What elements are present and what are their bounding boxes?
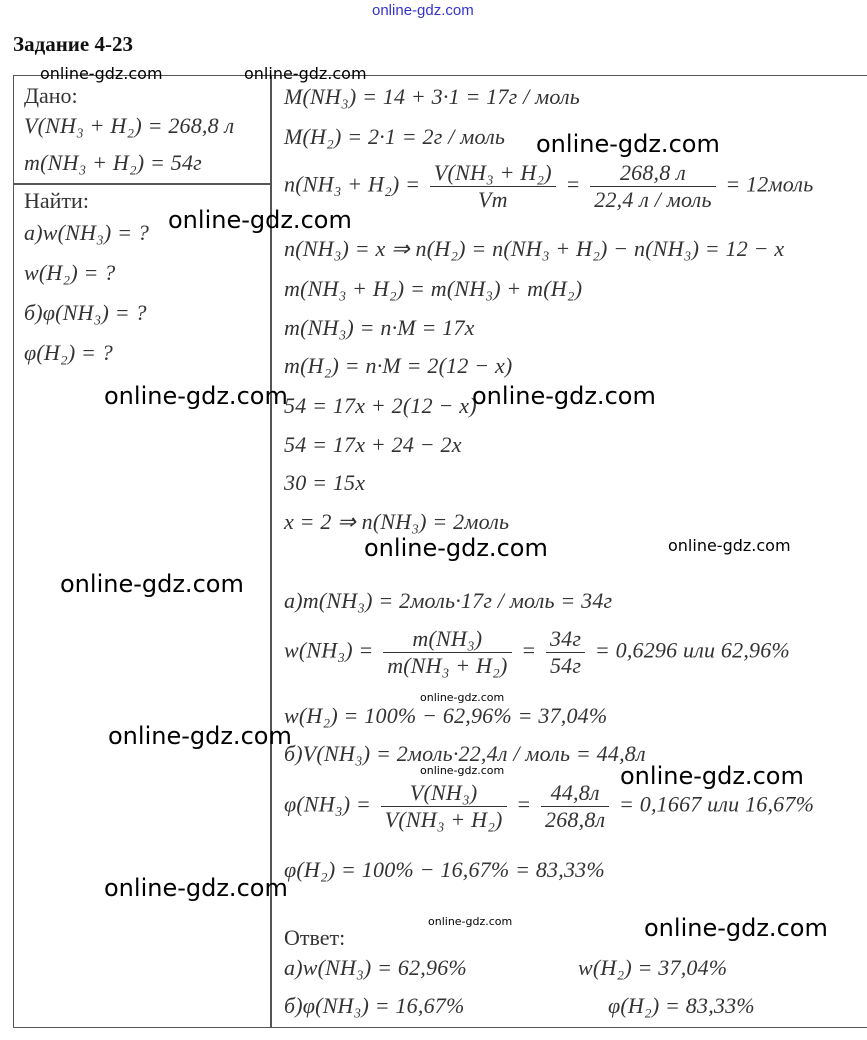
solution-line: m(NH₃) = n·M = 17x	[284, 315, 475, 340]
denominator: V(NH₃ + H₂)	[384, 807, 503, 832]
expr-right: = 0,1667 или 16,67%	[619, 791, 815, 817]
solution-line: M(H₂) = 2·1 = 2г / моль	[284, 124, 506, 149]
numerator: 268,8 л	[590, 160, 715, 187]
answer-line: а)w(NH₃) = 62,96%	[284, 955, 467, 980]
solution-fraction-line	[284, 160, 813, 213]
watermark: online-gdz.com	[428, 915, 513, 928]
solution-line: x = 2 ⇒ n(NH₃) = 2моль	[284, 509, 510, 534]
find-line: φ(H₂) = ?	[24, 340, 114, 365]
find-line: w(H₂) = ?	[24, 260, 116, 285]
watermark: online-gdz.com	[472, 382, 656, 410]
watermark: online-gdz.com	[668, 536, 791, 555]
watermark: online-gdz.com	[108, 722, 292, 750]
watermark: online-gdz.com	[104, 382, 288, 410]
watermark: online-gdz.com	[644, 914, 828, 942]
equals: =	[521, 637, 537, 663]
numerator: 44,8л	[541, 780, 609, 807]
watermark: online-gdz.com	[40, 64, 163, 83]
solution-line: n(NH₃) = x ⇒ n(H₂) = n(NH₃ + H₂) − n(NH₃) = 12 − x	[284, 236, 785, 261]
solution-line: 54 = 17x + 2(12 − x)	[284, 393, 477, 418]
watermark: online-gdz.com	[168, 206, 352, 234]
given-line: m(NH₃ + H₂) = 54г	[24, 150, 202, 175]
numerator: V(NH₃)	[381, 780, 507, 807]
watermark: online-gdz.com	[244, 64, 367, 83]
table-divider-horizontal	[13, 183, 271, 185]
fraction	[383, 626, 511, 679]
solution-line: б)V(NH₃) = 2моль·22,4л / моль = 44,8л	[284, 741, 646, 766]
find-label: Найти:	[24, 188, 89, 213]
answer-line: φ(H₂) = 83,33%	[608, 993, 755, 1018]
solution-line: m(H₂) = n·M = 2(12 − x)	[284, 353, 513, 378]
solution-line: 54 = 17x + 24 − 2x	[284, 432, 462, 457]
site-header-link[interactable]: online-gdz.com	[372, 2, 474, 19]
find-line: б)φ(NH₃) = ?	[24, 300, 147, 325]
fraction	[381, 780, 507, 833]
given-label: Дано:	[24, 83, 78, 108]
answer-line: w(H₂) = 37,04%	[578, 955, 728, 980]
watermark: online-gdz.com	[364, 534, 548, 562]
equals: =	[565, 171, 581, 197]
find-line: а)w(NH₃) = ?	[24, 220, 150, 245]
numerator: m(NH₃)	[383, 626, 511, 653]
expr-left: n(NH₃ + H₂) =	[284, 171, 421, 197]
denominator: 54г	[549, 653, 582, 678]
watermark: online-gdz.com	[104, 874, 288, 902]
watermark: online-gdz.com	[60, 570, 244, 598]
task-title: Задание 4-23	[13, 32, 133, 56]
answer-label: Ответ:	[284, 925, 346, 950]
solution-line: а)m(NH₃) = 2моль·17г / моль = 34г	[284, 588, 613, 613]
fraction	[541, 780, 609, 833]
equals: =	[516, 791, 532, 817]
given-line: V(NH₃ + H₂) = 268,8 л	[24, 113, 235, 138]
fraction	[546, 626, 585, 679]
expr-left: w(NH₃) =	[284, 637, 374, 663]
numerator: V(NH₃ + H₂)	[430, 160, 556, 187]
denominator: m(NH₃ + H₂)	[387, 653, 508, 678]
answer-line: б)φ(NH₃) = 16,67%	[284, 993, 465, 1018]
denominator: Vm	[477, 187, 508, 212]
solution-fraction-line	[284, 626, 790, 679]
solution-line: φ(H₂) = 100% − 16,67% = 83,33%	[284, 857, 605, 882]
denominator: 22,4 л / моль	[594, 187, 712, 212]
expr-left: φ(NH₃) =	[284, 791, 371, 817]
solution-line: 30 = 15x	[284, 470, 366, 495]
watermark: online-gdz.com	[536, 130, 720, 158]
solution-line: M(NH₃) = 14 + 3·1 = 17г / моль	[284, 84, 581, 109]
watermark: online-gdz.com	[620, 762, 804, 790]
fraction	[590, 160, 715, 213]
expr-right: = 12моль	[725, 171, 814, 197]
numerator: 34г	[546, 626, 585, 653]
solution-line: m(NH₃ + H₂) = m(NH₃) + m(H₂)	[284, 276, 583, 301]
watermark: online-gdz.com	[420, 764, 505, 777]
watermark: online-gdz.com	[420, 691, 505, 704]
solution-line: w(H₂) = 100% − 62,96% = 37,04%	[284, 703, 608, 728]
expr-right: = 0,6296 или 62,96%	[594, 637, 790, 663]
denominator: 268,8л	[545, 807, 606, 832]
fraction	[430, 160, 556, 213]
